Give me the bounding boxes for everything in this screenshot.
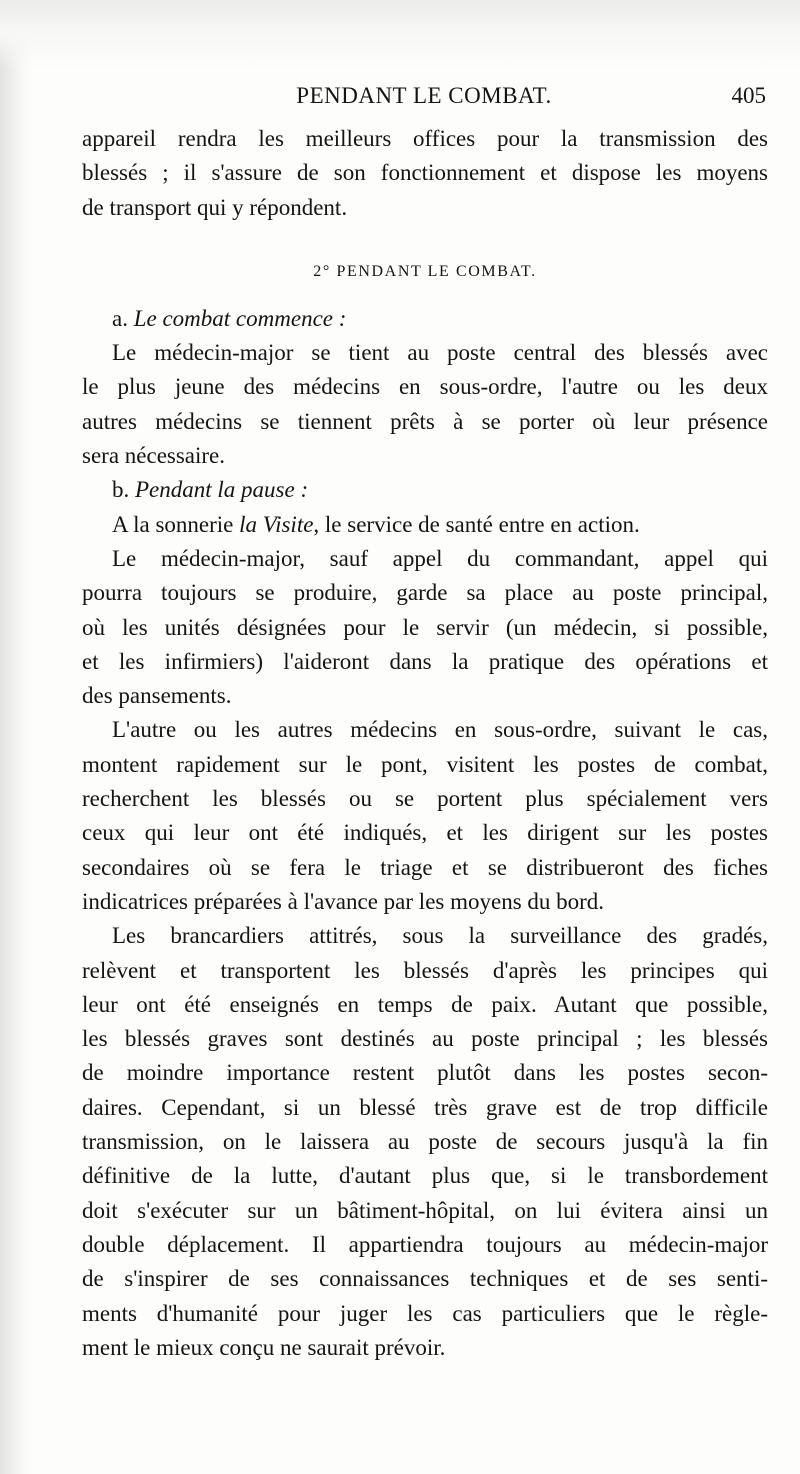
text-line: Les brancardiers attitrés, sous la surveillance des gradés,	[112, 923, 768, 949]
text-line: blessés ; il s'assure de son fonctionnement et dispose les moyens	[82, 160, 768, 186]
running-head	[82, 80, 766, 112]
text-line: de transport qui y répondent.	[82, 194, 348, 220]
running-title: PENDANT LE COMBAT.	[296, 83, 552, 108]
text-line: sera nécessaire.	[82, 443, 226, 469]
item-heading-b	[82, 473, 768, 507]
text-line: montent rapidement sur le pont, visitent les postes de combat,	[82, 751, 768, 777]
text-line: L'autre ou les autres médecins en sous-ordre, suivant le cas,	[112, 717, 768, 743]
text-line: Le médecin-major se tient au poste central des blessés avec	[112, 340, 768, 366]
item-heading-a	[82, 302, 768, 336]
item-title: Le combat commence :	[133, 305, 347, 331]
text-line: de moindre importance restent plutôt dans les postes secon-	[82, 1060, 768, 1086]
sonnerie-emphasis: la Visite	[239, 511, 314, 537]
page-number: 405	[731, 83, 766, 108]
text-line: des pansements.	[82, 683, 232, 709]
item-marker: a.	[112, 305, 128, 331]
text-line: secondaires où se fera le triage et se distribueront des fiches	[82, 854, 768, 880]
text-line: le plus jeune des médecins en sous-ordre, l'autre ou les deux	[82, 374, 768, 400]
text-line: ments d'humanité pour juger les cas particuliers que le règle-	[82, 1300, 768, 1326]
item-title: Pendant la pause :	[135, 477, 309, 503]
text-line: daires. Cependant, si un blessé très grave est de trop difficile	[82, 1094, 768, 1120]
text-line: ment le mieux conçu ne saurait prévoir.	[82, 1334, 446, 1360]
text-line: relèvent et transportent les blessés d'après les principes qui	[82, 957, 768, 983]
text-line: et les infirmiers) l'aideront dans la pratique des opérations et	[82, 648, 768, 674]
scan-edge-shadow	[0, 0, 30, 1474]
text-line: de s'inspirer de ses connaissances techniques et de ses senti-	[82, 1266, 768, 1292]
text-line: pourra toujours se produire, garde sa place au poste principal,	[82, 580, 768, 606]
item-marker: b.	[112, 477, 130, 503]
text-line: définitive de la lutte, d'autant plus que, si le transbordement	[82, 1163, 768, 1189]
text-line: les blessés graves sont destinés au poste principal ; les blessés	[82, 1026, 768, 1052]
text-line: doit s'exécuter sur un bâtiment-hôpital, on lui évitera ainsi un	[82, 1197, 768, 1223]
text-line: où les unités désignées pour le servir (un médecin, si possible,	[82, 614, 768, 640]
sonnerie-before: A la sonnerie	[112, 511, 240, 537]
section-heading: 2° PENDANT LE COMBAT.	[313, 262, 537, 280]
text-line: ceux qui leur ont été indiqués, et les dirigent sur les postes	[82, 820, 768, 846]
text-line: Le médecin-major, sauf appel du commandant, appel qui	[112, 545, 768, 571]
text-line: appareil rendra les meilleurs offices pour la transmission des	[82, 126, 768, 151]
text-line: recherchent les blessés ou se portent plus spécialement vers	[82, 786, 768, 812]
page-text	[82, 122, 768, 1365]
sonnerie-line	[82, 508, 768, 542]
text-line: indicatrices préparées à l'avance par les moyens du bord.	[82, 888, 605, 914]
text-line: leur ont été enseignés en temps de paix. Autant que possible,	[82, 991, 768, 1017]
text-line: double déplacement. Il appartiendra toujours au médecin-major	[82, 1231, 768, 1257]
scan-top-shadow	[0, 0, 800, 70]
text-line: transmission, on le laissera au poste de secours jusqu'à la fin	[82, 1129, 768, 1155]
sonnerie-after: , le service de santé entre en action.	[313, 511, 640, 537]
text-line: autres médecins se tiennent prêts à se porter où leur présence	[82, 408, 768, 434]
